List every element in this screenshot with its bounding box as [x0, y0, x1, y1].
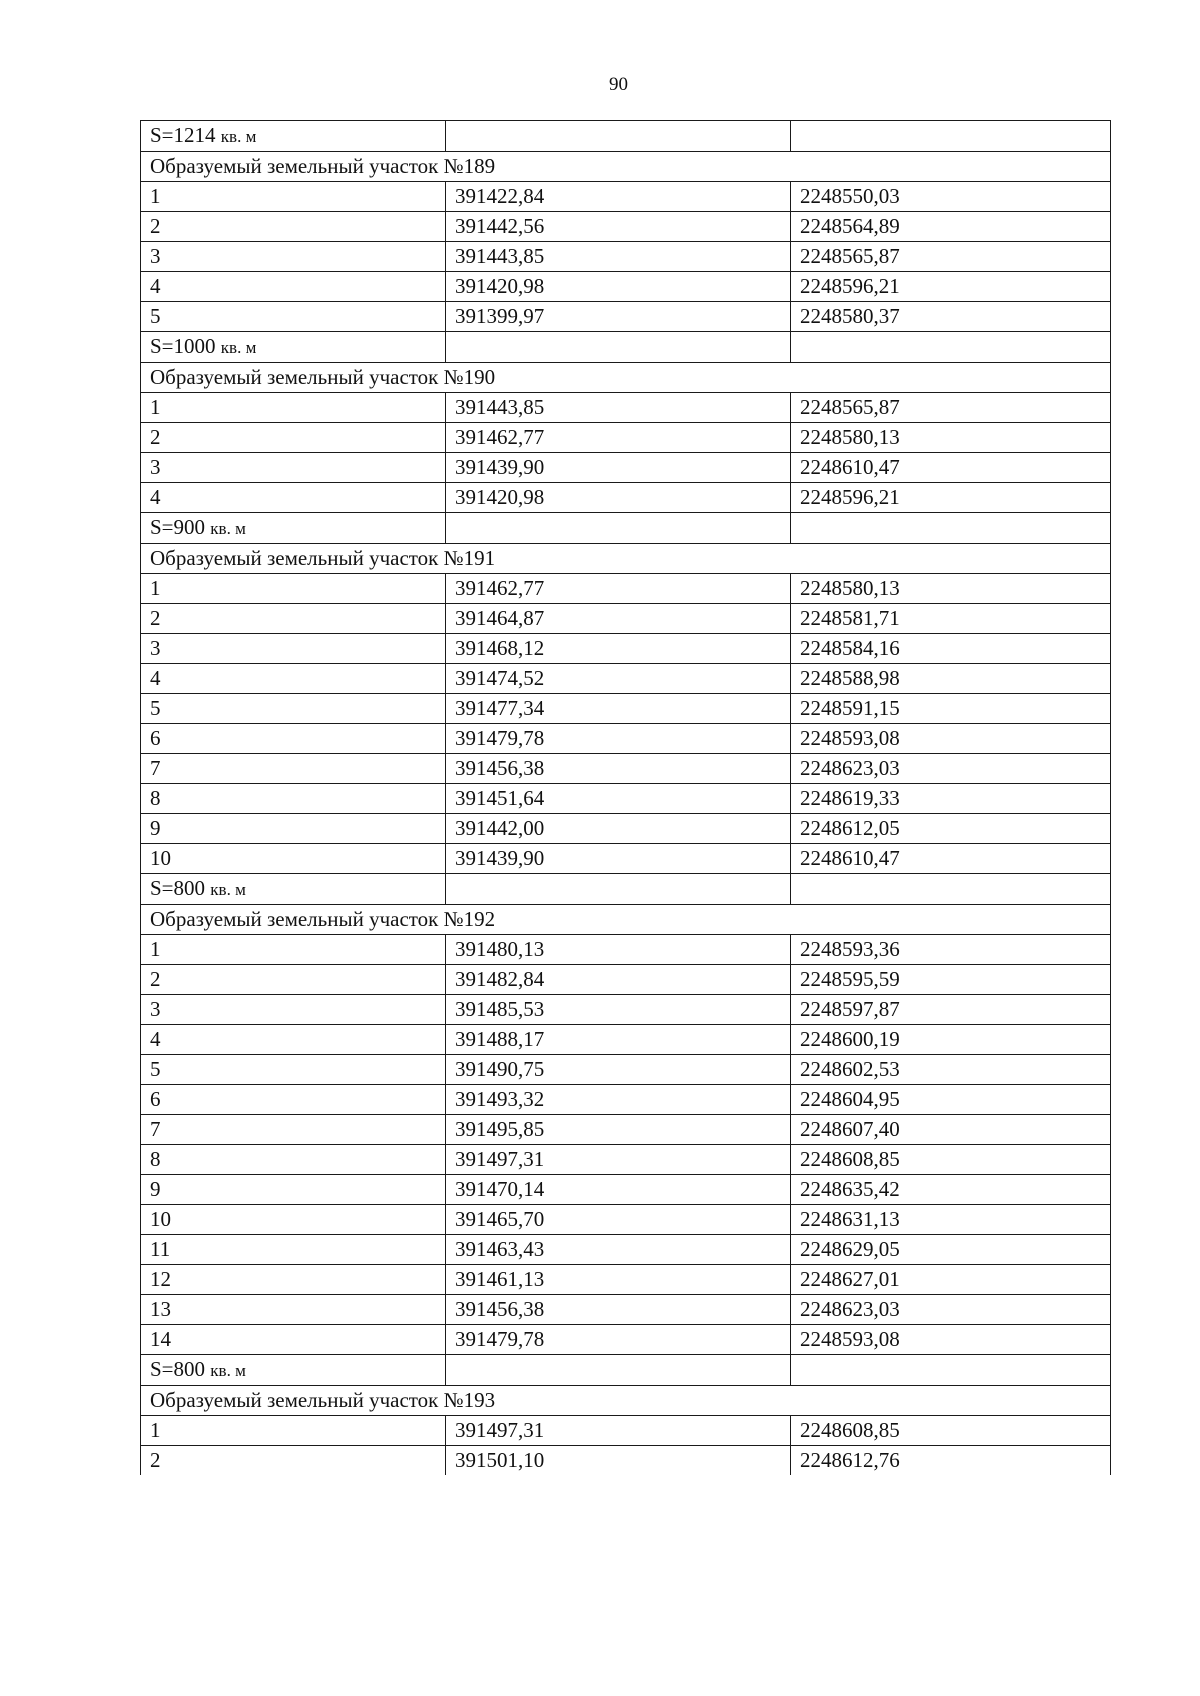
- coord-x: 391479,78: [446, 1325, 791, 1355]
- coord-y: 2248631,13: [791, 1205, 1111, 1235]
- point-number: 2: [141, 604, 446, 634]
- area-cell: [141, 332, 446, 363]
- table-row: [141, 453, 1111, 483]
- table-row: [141, 182, 1111, 212]
- point-number: 2: [141, 965, 446, 995]
- coord-y: 2248597,87: [791, 995, 1111, 1025]
- coord-y: 2248584,16: [791, 634, 1111, 664]
- area-value: S=1000: [150, 334, 216, 358]
- parcel-title-row: [141, 544, 1111, 574]
- coord-y: 2248591,15: [791, 694, 1111, 724]
- area-cell: [141, 121, 446, 152]
- area-unit: кв. м: [210, 519, 246, 538]
- coord-x: 391462,77: [446, 423, 791, 453]
- point-number: 10: [141, 1205, 446, 1235]
- point-number: 1: [141, 182, 446, 212]
- point-number: 4: [141, 272, 446, 302]
- point-number: 13: [141, 1295, 446, 1325]
- parcel-title-row: [141, 905, 1111, 935]
- point-number: 5: [141, 302, 446, 332]
- coord-y: 2248619,33: [791, 784, 1111, 814]
- table-row: [141, 1205, 1111, 1235]
- table-row: [141, 1115, 1111, 1145]
- empty-cell: [791, 874, 1111, 905]
- area-row: [141, 1355, 1111, 1386]
- area-cell: [141, 513, 446, 544]
- coord-x: 391462,77: [446, 574, 791, 604]
- table-row: [141, 664, 1111, 694]
- table-row: [141, 1085, 1111, 1115]
- coord-x: 391501,10: [446, 1446, 791, 1476]
- point-number: 8: [141, 1145, 446, 1175]
- point-number: 1: [141, 574, 446, 604]
- table-row: [141, 1325, 1111, 1355]
- coord-x: 391420,98: [446, 272, 791, 302]
- table-row: [141, 1416, 1111, 1446]
- coord-x: 391465,70: [446, 1205, 791, 1235]
- coord-y: 2248629,05: [791, 1235, 1111, 1265]
- point-number: 3: [141, 634, 446, 664]
- table-row: [141, 995, 1111, 1025]
- coord-y: 2248588,98: [791, 664, 1111, 694]
- point-number: 2: [141, 423, 446, 453]
- table-row: [141, 724, 1111, 754]
- coord-x: 391456,38: [446, 754, 791, 784]
- parcel-title: Образуемый земельный участок №189: [141, 152, 1111, 182]
- coord-y: 2248593,36: [791, 935, 1111, 965]
- coord-y: 2248612,05: [791, 814, 1111, 844]
- coord-x: 391488,17: [446, 1025, 791, 1055]
- coord-y: 2248550,03: [791, 182, 1111, 212]
- empty-cell: [446, 874, 791, 905]
- area-unit: кв. м: [210, 880, 246, 899]
- coord-y: 2248593,08: [791, 724, 1111, 754]
- table-row: [141, 483, 1111, 513]
- coord-y: 2248596,21: [791, 272, 1111, 302]
- point-number: 6: [141, 1085, 446, 1115]
- table-row: [141, 574, 1111, 604]
- coord-y: 2248604,95: [791, 1085, 1111, 1115]
- table-row: [141, 1145, 1111, 1175]
- point-number: 12: [141, 1265, 446, 1295]
- coord-y: 2248610,47: [791, 844, 1111, 874]
- coord-x: 391485,53: [446, 995, 791, 1025]
- parcel-title: Образуемый земельный участок №190: [141, 363, 1111, 393]
- coord-x: 391474,52: [446, 664, 791, 694]
- area-value: S=800: [150, 876, 206, 900]
- parcel-title: Образуемый земельный участок №191: [141, 544, 1111, 574]
- table-row: [141, 754, 1111, 784]
- coord-y: 2248607,40: [791, 1115, 1111, 1145]
- point-number: 10: [141, 844, 446, 874]
- parcel-title: Образуемый земельный участок №193: [141, 1386, 1111, 1416]
- empty-cell: [791, 513, 1111, 544]
- point-number: 5: [141, 694, 446, 724]
- area-value: S=900: [150, 515, 206, 539]
- parcel-title: Образуемый земельный участок №192: [141, 905, 1111, 935]
- area-row: [141, 513, 1111, 544]
- coord-y: 2248612,76: [791, 1446, 1111, 1476]
- coord-x: 391464,87: [446, 604, 791, 634]
- point-number: 11: [141, 1235, 446, 1265]
- coord-x: 391477,34: [446, 694, 791, 724]
- coord-y: 2248565,87: [791, 242, 1111, 272]
- coord-y: 2248593,08: [791, 1325, 1111, 1355]
- area-row: [141, 121, 1111, 152]
- area-value: S=1214: [150, 123, 216, 147]
- table-row: [141, 634, 1111, 664]
- area-unit: кв. м: [220, 127, 257, 146]
- table-row: [141, 694, 1111, 724]
- coord-y: 2248600,19: [791, 1025, 1111, 1055]
- table-row: [141, 302, 1111, 332]
- coord-x: 391422,84: [446, 182, 791, 212]
- table-row: [141, 423, 1111, 453]
- point-number: 7: [141, 1115, 446, 1145]
- point-number: 3: [141, 242, 446, 272]
- point-number: 4: [141, 483, 446, 513]
- coord-x: 391497,31: [446, 1145, 791, 1175]
- table-row: [141, 604, 1111, 634]
- table-row: [141, 272, 1111, 302]
- table-row: [141, 935, 1111, 965]
- point-number: 4: [141, 1025, 446, 1055]
- point-number: 9: [141, 1175, 446, 1205]
- coord-x: 391479,78: [446, 724, 791, 754]
- table-row: [141, 814, 1111, 844]
- coord-y: 2248610,47: [791, 453, 1111, 483]
- coord-y: 2248596,21: [791, 483, 1111, 513]
- area-row: [141, 332, 1111, 363]
- coord-y: 2248565,87: [791, 393, 1111, 423]
- table-row: [141, 212, 1111, 242]
- coord-x: 391480,13: [446, 935, 791, 965]
- area-cell: [141, 874, 446, 905]
- empty-cell: [791, 121, 1111, 152]
- parcel-title-row: [141, 363, 1111, 393]
- coord-y: 2248581,71: [791, 604, 1111, 634]
- coord-x: 391420,98: [446, 483, 791, 513]
- point-number: 1: [141, 935, 446, 965]
- point-number: 6: [141, 724, 446, 754]
- coord-x: 391443,85: [446, 393, 791, 423]
- table-row: [141, 393, 1111, 423]
- empty-cell: [446, 121, 791, 152]
- coord-x: 391451,64: [446, 784, 791, 814]
- table-row: [141, 965, 1111, 995]
- table-row: [141, 1175, 1111, 1205]
- point-number: 4: [141, 664, 446, 694]
- coordinates-table: [140, 120, 1111, 1475]
- coord-x: 391442,56: [446, 212, 791, 242]
- point-number: 5: [141, 1055, 446, 1085]
- empty-cell: [446, 513, 791, 544]
- coord-x: 391493,32: [446, 1085, 791, 1115]
- point-number: 1: [141, 393, 446, 423]
- table-row: [141, 1235, 1111, 1265]
- coord-x: 391468,12: [446, 634, 791, 664]
- point-number: 3: [141, 995, 446, 1025]
- coord-x: 391482,84: [446, 965, 791, 995]
- table-row: [141, 242, 1111, 272]
- area-value: S=800: [150, 1357, 206, 1381]
- coord-y: 2248602,53: [791, 1055, 1111, 1085]
- coord-x: 391439,90: [446, 844, 791, 874]
- area-unit: кв. м: [220, 338, 257, 357]
- table-row: [141, 1265, 1111, 1295]
- point-number: 3: [141, 453, 446, 483]
- coord-y: 2248635,42: [791, 1175, 1111, 1205]
- table-row: [141, 1025, 1111, 1055]
- empty-cell: [446, 332, 791, 363]
- coordinates-table-body: [141, 121, 1111, 1476]
- coord-x: 391495,85: [446, 1115, 791, 1145]
- table-row: [141, 1295, 1111, 1325]
- page-number: 90: [609, 74, 628, 95]
- table-row: [141, 1055, 1111, 1085]
- coord-y: 2248580,13: [791, 574, 1111, 604]
- empty-cell: [791, 332, 1111, 363]
- coord-y: 2248623,03: [791, 1295, 1111, 1325]
- area-row: [141, 874, 1111, 905]
- area-cell: [141, 1355, 446, 1386]
- coord-y: 2248608,85: [791, 1145, 1111, 1175]
- coord-x: 391439,90: [446, 453, 791, 483]
- point-number: 2: [141, 1446, 446, 1476]
- parcel-title-row: [141, 1386, 1111, 1416]
- coord-x: 391456,38: [446, 1295, 791, 1325]
- point-number: 9: [141, 814, 446, 844]
- area-unit: кв. м: [210, 1361, 246, 1380]
- point-number: 8: [141, 784, 446, 814]
- point-number: 14: [141, 1325, 446, 1355]
- coord-y: 2248580,13: [791, 423, 1111, 453]
- coord-x: 391461,13: [446, 1265, 791, 1295]
- coord-y: 2248580,37: [791, 302, 1111, 332]
- table-row: [141, 844, 1111, 874]
- coord-x: 391443,85: [446, 242, 791, 272]
- coord-y: 2248564,89: [791, 212, 1111, 242]
- coord-y: 2248608,85: [791, 1416, 1111, 1446]
- parcel-title-row: [141, 152, 1111, 182]
- table-row: [141, 784, 1111, 814]
- coord-x: 391490,75: [446, 1055, 791, 1085]
- coord-y: 2248595,59: [791, 965, 1111, 995]
- coord-x: 391463,43: [446, 1235, 791, 1265]
- coord-x: 391470,14: [446, 1175, 791, 1205]
- coord-x: 391442,00: [446, 814, 791, 844]
- coord-y: 2248627,01: [791, 1265, 1111, 1295]
- empty-cell: [791, 1355, 1111, 1386]
- empty-cell: [446, 1355, 791, 1386]
- coord-x: 391497,31: [446, 1416, 791, 1446]
- point-number: 2: [141, 212, 446, 242]
- coord-y: 2248623,03: [791, 754, 1111, 784]
- point-number: 1: [141, 1416, 446, 1446]
- coord-x: 391399,97: [446, 302, 791, 332]
- point-number: 7: [141, 754, 446, 784]
- table-row: [141, 1446, 1111, 1476]
